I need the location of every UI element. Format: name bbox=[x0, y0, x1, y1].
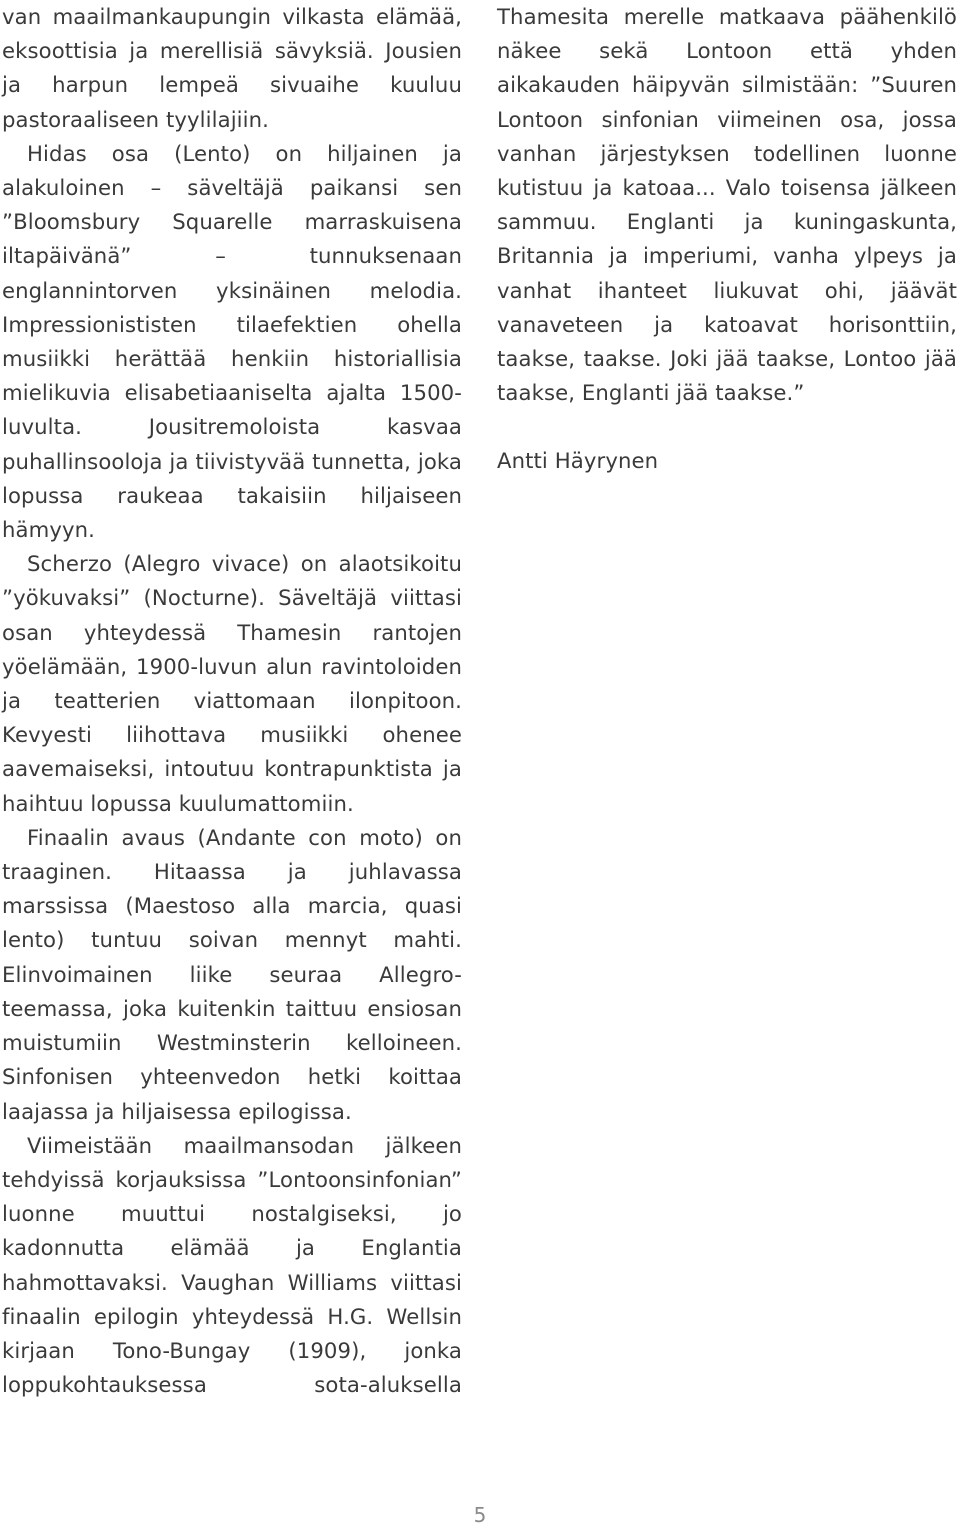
paragraph-finale: Finaalin avaus (Andante con moto) on traaginen. Hitaassa ja juhlavassa marssissa (Maestoso alla marcia, quasi lento) tuntuu soivan mennyt mahti. Elinvoimainen liike seuraa Allegro-teemassa, joka kuitenkin taittuu ensiosan muistumiin Westminsterin kelloineen. Sinfonisen yhteenvedon hetki koittaa laajassa ja hiljaisessa epilogissa. bbox=[2, 824, 462, 1124]
paragraph-wells-quote: Thamesita merelle matkaava päähenkilö näkee sekä Lontoon että yhden aikakauden häipyvän silmistään: ”Suuren Lontoon sinfonian viimeinen osa, jossa vanhan järjestyksen todellinen luonne kutistuu ja katoaa... Valo toisensa jälkeen sammuu. Englanti ja kuningaskunta, Britannia ja imperiumi, vanha ylpeys ja vanhat ihanteet liukuvat ohi, jäävät vanaveteen ja katoavat horisonttiin, taakse, taakse. Joki jää taakse, Lontoo jää taakse, Englanti jää taakse.” bbox=[497, 4, 957, 406]
left-column bbox=[2, 0, 462, 1402]
paragraph-scherzo: Scherzo (Alegro vivace) on alaotsikoitu ”yökuvaksi” (Nocturne). Säveltäjä viittasi osan yhteydessä Thamesin rantojen yöelämään, 1900-luvun alun ravintoloiden ja teatterien viattomaan ilonpitoon. Kevyesti liihottava musiikki ohenee aavemaiseksi, intoutuu kontrapunktista ja haihtuu lopussa kuulumattomiin. bbox=[2, 551, 462, 816]
right-column bbox=[497, 0, 957, 479]
page-number: 5 bbox=[473, 1503, 487, 1527]
author-name: Antti Häyrynen bbox=[497, 448, 659, 474]
paragraph-intro-continuation: van maailmankaupungin vilkasta elämää, eksoottisia ja merellisiä sävyksiä. Jousien ja harpun lempeä sivuaihe kuuluu pastoraaliseen tyylilajiin. bbox=[2, 4, 462, 132]
paragraph-revisions: Viimeistään maailmansodan jälkeen tehdyissä korjauksissa ”Lontoonsinfonian” luonne muuttui nostalgiseksi, jo kadonnutta elämää ja Englantia hahmottavaksi. Vaughan Williams viittasi finaalin epilogin yhteydessä H.G. Wellsin kirjaan Tono-Bungay (1909), jonka loppukohtauksessa sota-aluksella bbox=[2, 1132, 462, 1398]
paragraph-slow-movement: Hidas osa (Lento) on hiljainen ja alakuloinen – säveltäjä paikansi sen ”Bloomsbury Squarelle marraskuisena iltapäivänä” – tunnuksenaan englannintorven yksinäinen melodia. Impressionististen tilaefektien ohella musiikki herättää henkiin historiallisia mielikuvia elisabetiaaniselta ajalta 1500-luvulta. Jousitremoloista kasvaa puhallinsooloja ja tiivistyvää tunnetta, joka lopussa raukeaa takaisiin hiljaiseen hämyyn. bbox=[2, 140, 462, 543]
